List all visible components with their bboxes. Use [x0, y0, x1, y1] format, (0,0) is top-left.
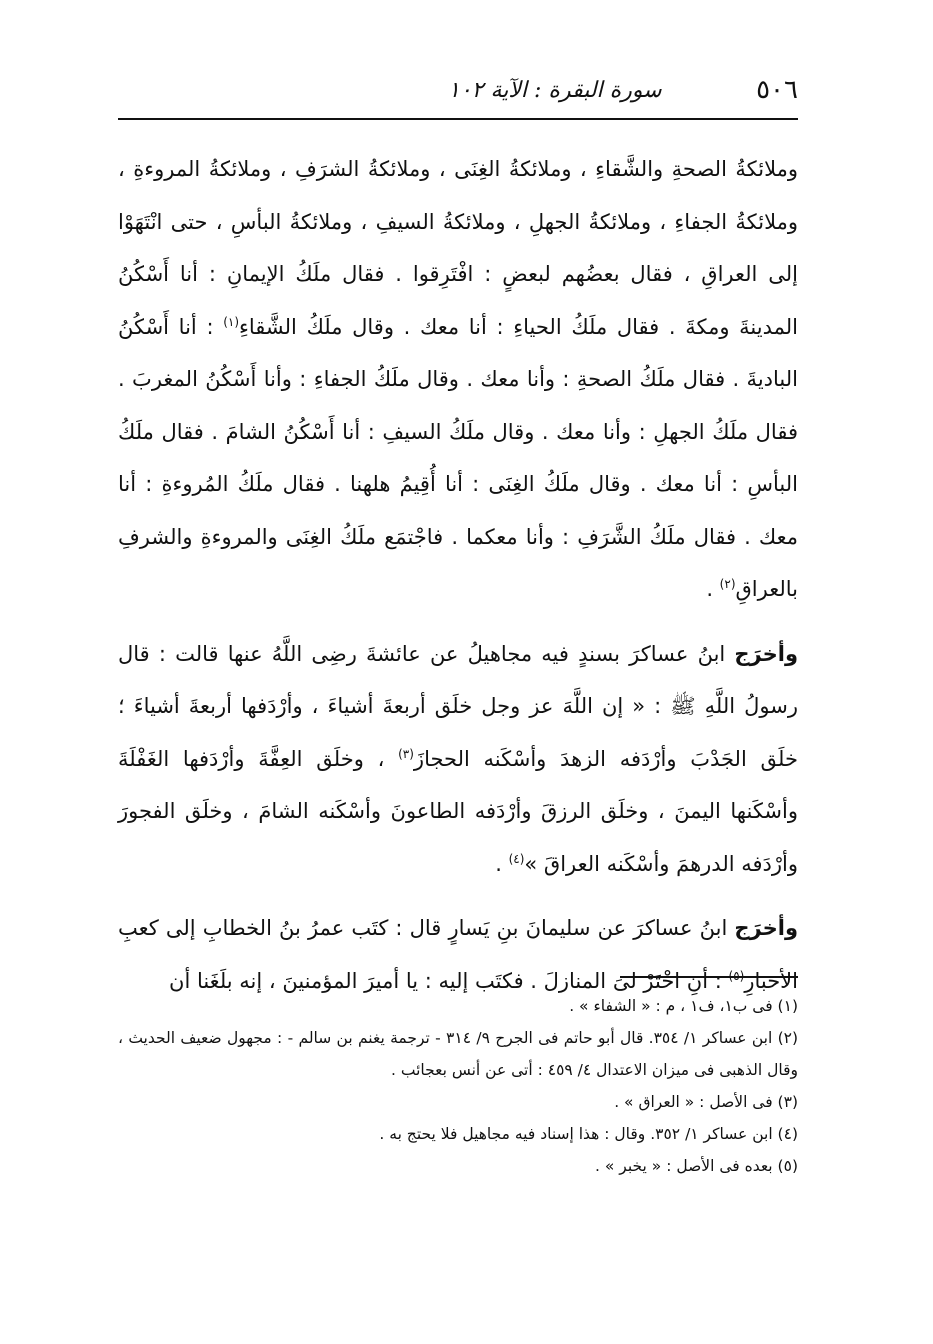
paragraph-text: : أنا أَسْكُنُ الباديةَ . فقال ملَكُ الصحةِ : وأنا معك . وقال ملَكُ الجفاءِ : وأنا أَسْكُنُ المغربَ . فقال ملَكُ الجهلِ : وأنا معك . وقال ملَكُ السيفِ : أنا أَسْكُنُ الشامَ . فقال ملَكُ البأسِ : أنا معك . وقال ملَكُ الغِنَى : أنا أُقِيمُ هلهنا . فقال ملَكُ المُروءةِ : أنا معك . فقال ملَكُ الشَّرَفِ : وأنا معكما . فاجْتمَع ملَكُ الغِنَى والمروءةِ والشرفِ بالعراقِ [118, 314, 798, 601]
footnote-4: (٤) ابن عساكر ١/ ٣٥٢. وقال : هذا إسناد فيه مجاهيل فلا يحتج به . [379, 1125, 798, 1143]
body-text [118, 143, 798, 1007]
paragraph-text: : أنِ اخْتَرْ لىَ المنازلَ . فكتَب إليه : يا أميرَ المؤمنينَ ، إنه بلَغَنا أن [169, 968, 729, 993]
footnote-marker: (٢) [719, 577, 736, 591]
paragraph-text: . [495, 851, 509, 876]
paragraph-text: ابنُ عساكرَ بسندٍ فيه مجاهيلُ عن عائشةَ رضِى اللَّهُ عنها قالت : قال رسولُ اللَّهِ ﷺ : « إن اللَّهَ عز وجل خلَق أربعةَ أشياءَ ، وأرْدَفها أربعةَ أشياءَ ؛ خلَق الجَدْبَ وأرْدَفه الزهدَ وأسْكَنه الحجازَ [118, 641, 798, 771]
page-header [118, 64, 798, 116]
footnote-3: (٣) فى الأصل : « العراق » . [614, 1093, 798, 1111]
footnote-marker: (٤) [508, 851, 525, 866]
page-number: ٥٠٦ [756, 75, 798, 105]
paragraph-lead: وأخرَج [734, 916, 798, 940]
footnote-2: (٢) ابن عساكر ١/ ٣٥٤. قال أبو حاتم فى الجرح ٩/ ٣١٤ - ترجمة يغنم بن سالم - : مجهول ضعيف الحديث ، وقال الذهبى فى ميزان الاعتدال ٤/ ٤٥٩ : أتى عن أنس بعجائب . [118, 1029, 799, 1079]
paragraph-text: ، وخلَق العِفَّةَ وأرْدَفها الغَفْلَةَ وأسْكَنها اليمنَ ، وخلَق الرزقَ وأرْدَفه الطاعونَ وأسْكَنه الشامَ ، وخلَق الفجورَ وأرْدَفه الدرهمَ وأسْكَنه العراقَ » [118, 746, 798, 876]
header-rule [118, 118, 798, 120]
paragraph-1 [118, 143, 798, 616]
footnote-marker: (١) [223, 314, 240, 329]
running-title: سورة البقرة : الآية ١٠٢ [448, 77, 662, 103]
footnote-marker: (٣) [398, 746, 414, 761]
paragraph-lead: وأخرَج [734, 641, 798, 666]
paragraph-text: وملائكةُ الصحةِ والشَّقاءِ ، وملائكةُ الغِنَى ، وملائكةُ الشرَفِ ، وملائكةُ المروءةِ ، وملائكةُ الجفاءِ ، وملائكةُ الجهلِ ، وملائكةُ السيفِ ، وملائكةُ البأسِ ، حتى انْتَهَوْا إلى العراقِ ، فقال بعضُهم لبعضٍ : افْتَرِقوا . فقال ملَكُ الإيمانِ : أنا أَسْكُنُ المدينةَ ومكةَ . فقال ملَكُ الحياءِ : أنا معك . وقال ملَكُ الشَّقاءِ [118, 157, 798, 339]
footnote-1: (١) فى ب١، ف١ ، م : « الشفاء » . [569, 997, 798, 1015]
footnote-rule [620, 976, 798, 978]
paragraph-text: . [706, 577, 720, 601]
footnote-5: (٥) بعده فى الأصل : « يخبر » . [595, 1157, 798, 1175]
paragraph-2 [118, 628, 798, 891]
paragraph-text: ابنُ عساكرَ عن سليمانَ بنِ يَسارٍ قال : كتَب عمرُ بنُ الخطابِ إلى كعبِ الأحبارِ [118, 916, 798, 993]
footnote-marker: (٥) [728, 968, 745, 983]
footnotes [118, 990, 798, 1182]
